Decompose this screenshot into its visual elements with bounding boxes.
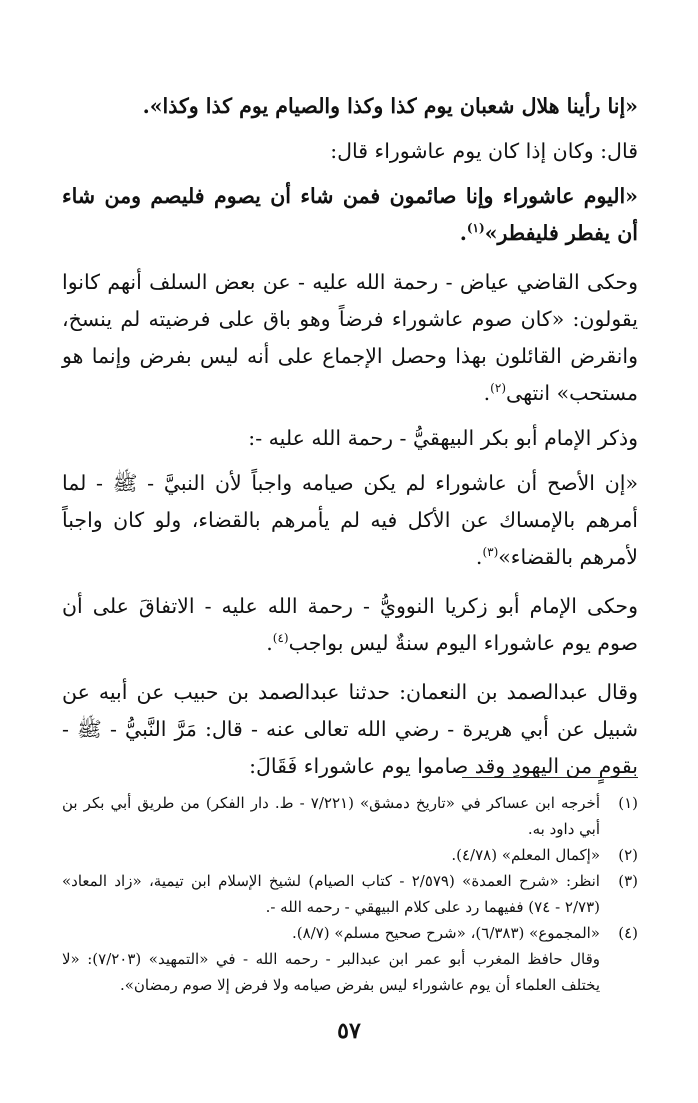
footnote-4 xyxy=(62,920,638,946)
paragraph-text: «إنا رأينا هلال شعبان يوم كذا وكذا والصيام يوم كذا وكذا». xyxy=(142,94,638,118)
footnote-4-continuation: وقال حافظ المغرب أبو عمر ابن عبدالبر - رحمه الله - في «التمهيد» (٧/٢٠٣): «لا يختلف العلماء أن يوم عاشوراء ليس بفرض صيامه ولا فرض إلا صوم رمضان». xyxy=(62,950,600,994)
main-text xyxy=(62,88,638,785)
paragraph-qadi-iyad xyxy=(62,264,638,412)
page-number: ٥٧ xyxy=(337,1018,361,1044)
footnote-text: «إكمال المعلم» (٤/٧٨). xyxy=(451,846,600,864)
footnote-ref-2[interactable]: (٢) xyxy=(490,381,506,396)
footnote-ref-1[interactable]: (١) xyxy=(466,221,485,236)
footnote-number: (١) xyxy=(618,794,638,812)
footnote-ref-3[interactable]: (٣) xyxy=(482,545,499,560)
paragraph-text: وذكر الإمام أبو بكر البيهقيُّ - رحمة الله عليه -: xyxy=(248,426,638,450)
punctuation: . xyxy=(483,381,491,405)
footnote-3 xyxy=(62,868,638,920)
paragraph-text: قال: وكان إذا كان يوم عاشوراء قال: xyxy=(330,139,638,163)
quote-hilal xyxy=(62,88,638,125)
paragraph-text: وقال عبدالصمد بن النعمان: حدثنا عبدالصمد بن حبيب عن أبيه عن شبيل عن أبي هريرة - رضي الله تعالى عنه - قال: مَرَّ النَّبيُّ - ﷺ - بقومٍ من اليهودِ وقد صاموا يوم عاشوراء فَقَالَ: xyxy=(62,680,638,778)
footnote-text: انظر: «شرح العمدة» (٢/٥٧٩ - كتاب الصيام) لشيخ الإسلام ابن تيمية، «زاد المعاد» (٢/٧٣ - ٧٤) ففيهما رد على كلام البيهقي - رحمه الله -. xyxy=(62,872,600,916)
footnote-number: (٢) xyxy=(618,846,638,864)
punctuation: . xyxy=(475,545,483,569)
footnote-text: أخرجه ابن عساكر في «تاريخ دمشق» (٧/٢٢١ - ط. دار الفكر) من طريق أبي بكر بن أبي داود به. xyxy=(62,794,600,838)
paragraph-text: وحكى القاضي عياض - رحمة الله عليه - عن بعض السلف أنهم كانوا يقولون: «كان صوم عاشوراء فرضاً وهو باق على فرضيته لم ينسخ، وانقرض القائلون بهذا وحصل الإجماع على أنه ليس بفرض وإنما هو مستحب» انتهى xyxy=(62,270,638,405)
punctuation: . xyxy=(266,631,273,655)
footnote-1 xyxy=(62,790,638,842)
paragraph-text: وحكى الإمام أبو زكريا النوويُّ - رحمة الله عليه - الاتفاقَ على أن صوم يوم عاشوراء اليوم سنةٌ ليس بواجب xyxy=(62,594,638,655)
footnote-number: (٣) xyxy=(618,872,638,890)
footnote-text: «المجموع» (٦/٣٨٣)، «شرح صحيح مسلم» (٨/٧). xyxy=(291,924,600,942)
paragraph-bayhaqi xyxy=(62,420,638,457)
quote-ashura xyxy=(62,178,638,252)
footnote-number: (٤) xyxy=(618,924,638,942)
paragraph-bayhaqi-quote xyxy=(62,465,638,576)
paragraph-text: «اليوم عاشوراء وإنا صائمون فمن شاء أن يصوم فليصم ومن شاء أن يفطر فليفطر» xyxy=(62,184,638,245)
footnote-separator xyxy=(462,777,638,778)
footnotes xyxy=(62,790,638,998)
paragraph-hadith xyxy=(62,674,638,785)
paragraph-text: «إن الأصح أن عاشوراء لم يكن صيامه واجباً لأن النبيَّ - ﷺ - لما أمرهم بالإمساك عن الأكل فيه لم يأمرهم بالقضاء، ولو كان واجباً لأمرهم بالقضاء» xyxy=(62,471,638,569)
punctuation: . xyxy=(459,221,467,245)
paragraph-qal xyxy=(62,133,638,170)
footnote-2 xyxy=(62,842,638,868)
footnote-ref-4[interactable]: (٤) xyxy=(272,631,289,646)
paragraph-nawawi xyxy=(62,588,638,662)
